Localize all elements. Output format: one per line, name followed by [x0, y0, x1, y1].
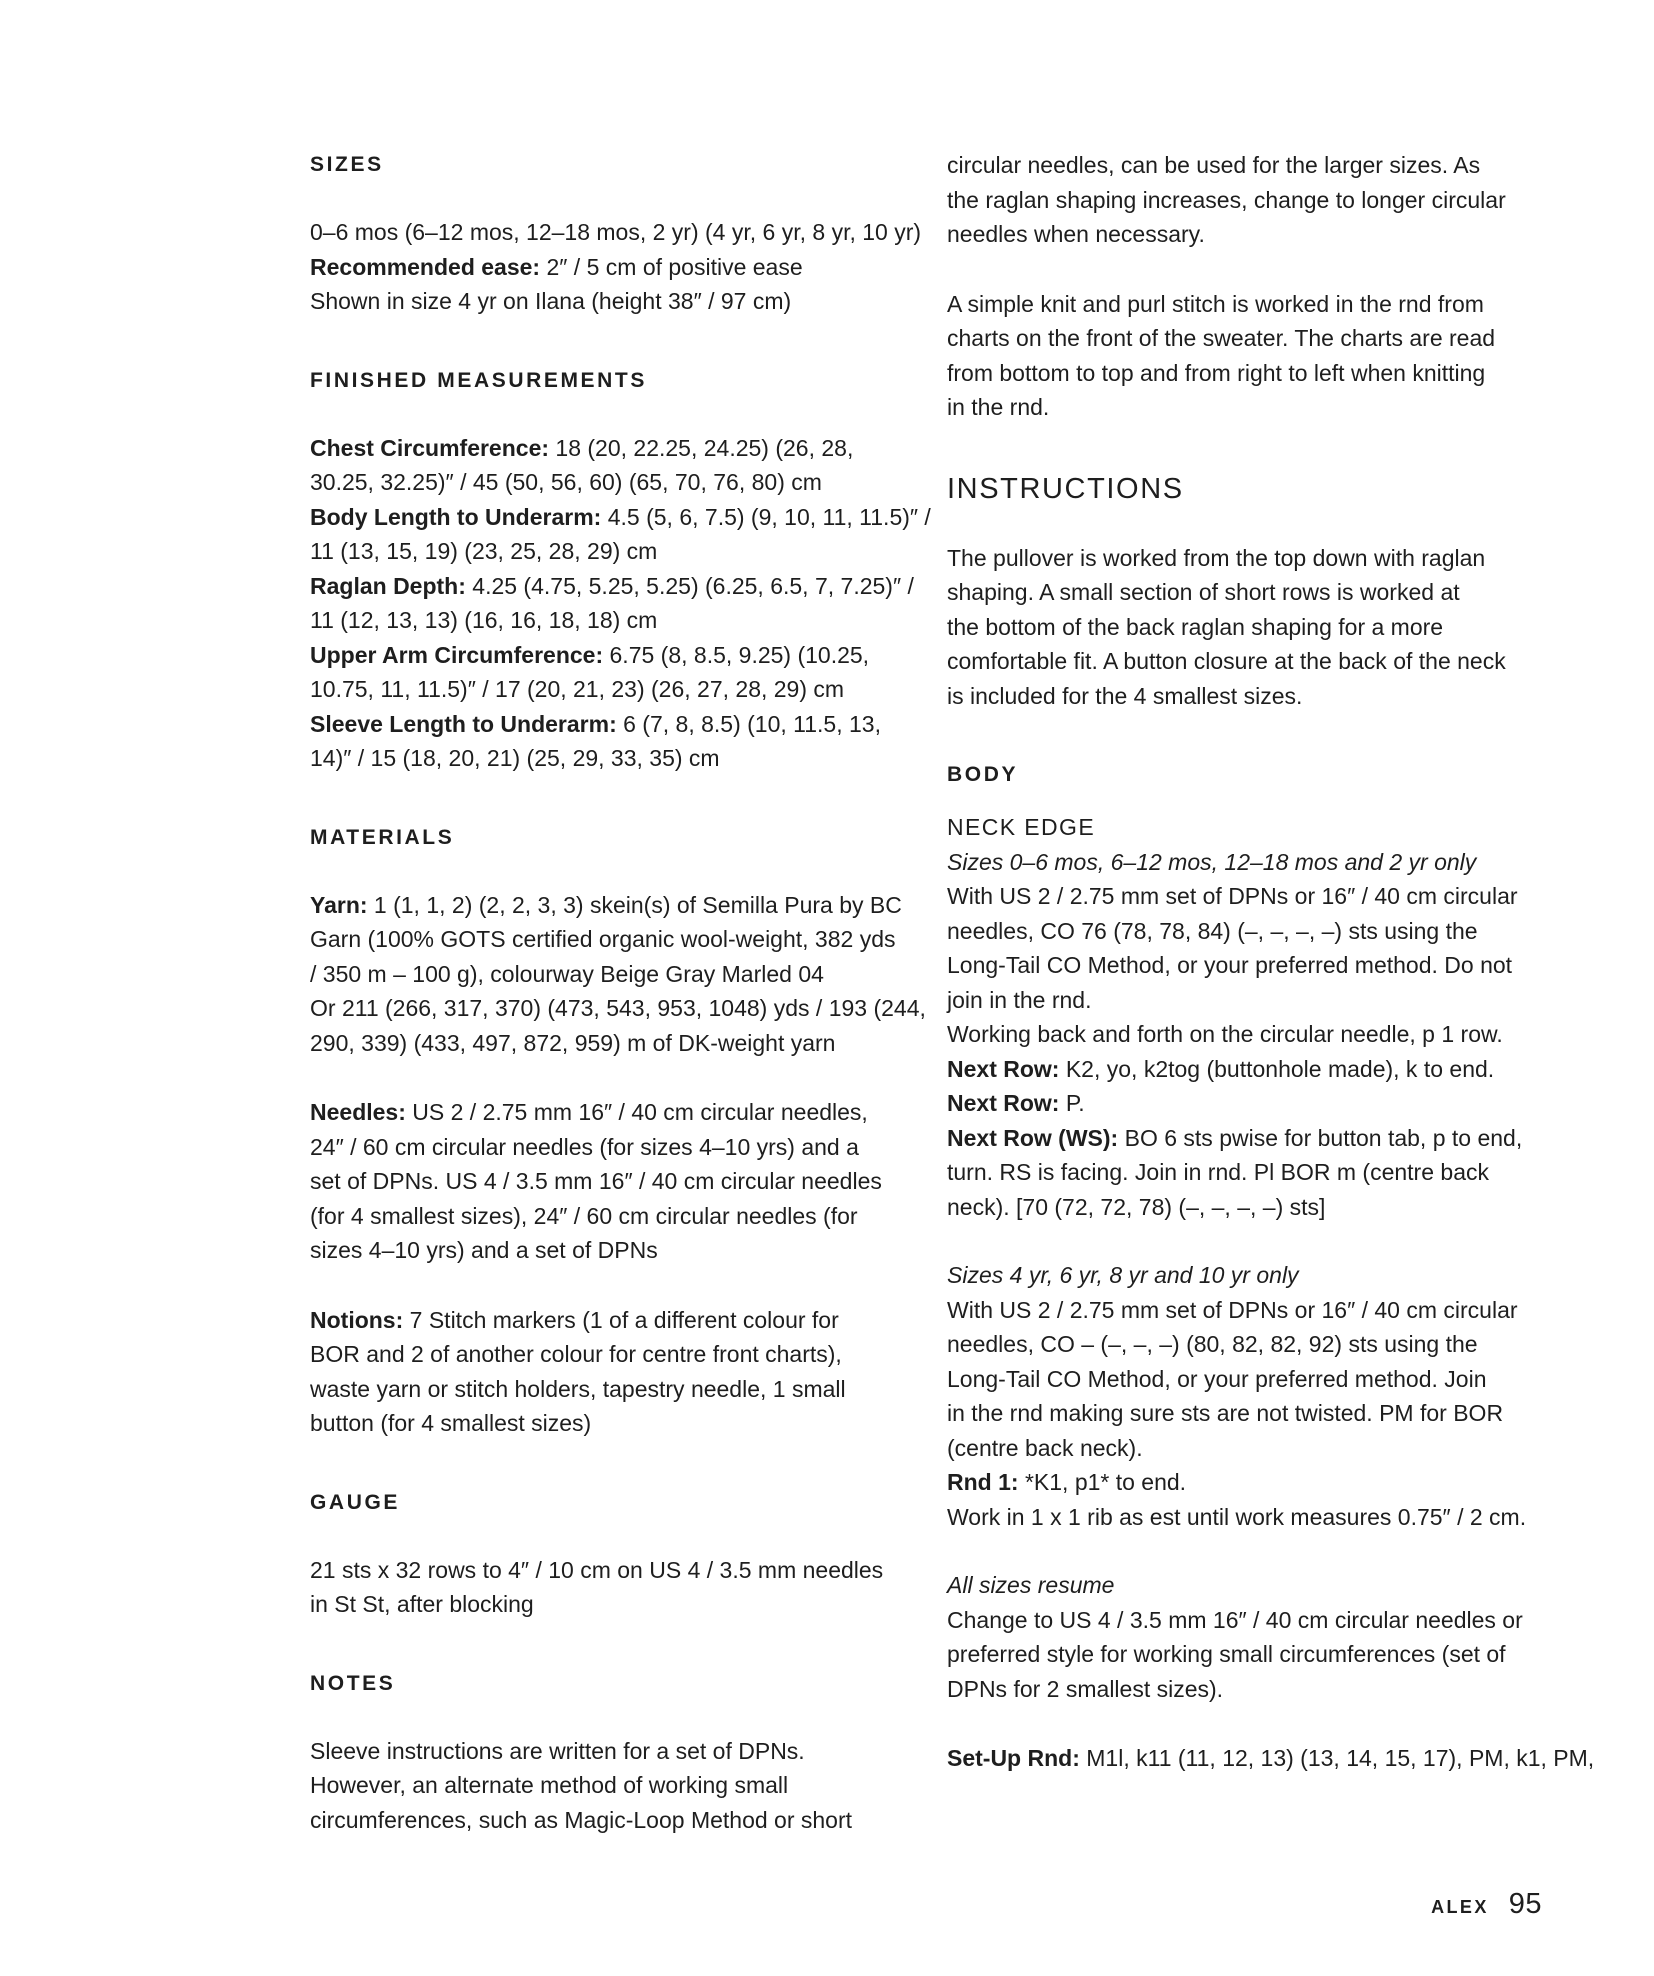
needles-line: set of DPNs. US 4 / 3.5 mm 16″ / 40 cm circular needles	[310, 1168, 882, 1194]
chart-note-line: charts on the front of the sweater. The charts are read	[947, 325, 1496, 351]
next-row-3	[947, 1121, 1559, 1156]
yarn-line: Or 211 (266, 317, 370) (473, 543, 953, 1048) yds / 193 (244,	[310, 995, 926, 1021]
raglan-depth-label: Raglan Depth:	[310, 572, 466, 599]
rnd-value: *K1, p1* to end.	[1018, 1469, 1187, 1495]
next-row-1	[947, 1052, 1559, 1087]
chart-note-line: A simple knit and purl stitch is worked in the rnd from	[947, 290, 1484, 317]
chart-note-line: from bottom to top and from right to left when knitting	[947, 359, 1486, 386]
gauge-block	[310, 1553, 922, 1622]
instruction-line: Working back and forth on the circular needle, p 1 row.	[947, 1021, 1503, 1047]
finished-measurements-block	[310, 431, 931, 776]
materials-heading: MATERIALS	[310, 825, 455, 849]
instruction-line: Change to US 4 / 3.5 mm 16″ / 40 cm circular needles or	[947, 1606, 1523, 1633]
needles-line: (for 4 smallest sizes), 24″ / 60 cm circular needles (for	[310, 1202, 858, 1229]
instruction-line: preferred style for working small circumferences (set of	[947, 1641, 1506, 1667]
notes-line: needles when necessary.	[947, 221, 1205, 247]
upper-arm-value: 6.75 (8, 8.5, 9.25) (10.25,	[603, 641, 870, 668]
pattern-name: ALEX	[1431, 1897, 1489, 1917]
next-row-2	[947, 1086, 1559, 1121]
notes-continued	[947, 148, 1559, 252]
instructions-intro	[947, 541, 1559, 714]
gauge-line: 21 sts x 32 rows to 4″ / 10 cm on US 4 / 3.5 mm needles	[310, 1556, 884, 1583]
neck-edge-heading: NECK EDGE	[947, 814, 1096, 840]
notions-value: 7 Stitch markers (1 of a different colour for	[403, 1306, 839, 1333]
yarn-line: Garn (100% GOTS certified organic wool-weight, 382 yds	[310, 926, 896, 952]
needles-line: 24″ / 60 cm circular needles (for sizes 4–10 yrs) and a	[310, 1133, 859, 1160]
body-length-value-cont: 11 (13, 15, 19) (23, 25, 28, 29) cm	[310, 538, 658, 564]
instruction-line: With US 2 / 2.75 mm set of DPNs or 16″ / 40 cm circular	[947, 1296, 1518, 1323]
notions-line: BOR and 2 of another colour for centre front charts),	[310, 1341, 842, 1367]
chest-value-cont: 30.25, 32.25)″ / 45 (50, 56, 60) (65, 70, 76, 80) cm	[310, 469, 822, 495]
notes-line: However, an alternate method of working small	[310, 1772, 789, 1798]
instruction-line: neck). [70 (72, 72, 78) (–, –, –, –) sts]	[947, 1193, 1326, 1220]
sizes-range: 0–6 mos (6–12 mos, 12–18 mos, 2 yr) (4 yr, 6 yr, 8 yr, 10 yr)	[310, 219, 922, 245]
ease-line	[310, 250, 922, 285]
chart-note-line: in the rnd.	[947, 394, 1050, 420]
instruction-line: needles, CO – (–, –, –) (80, 82, 82, 92) sts using the	[947, 1331, 1478, 1357]
raglan-depth-value: 4.25 (4.75, 5.25, 5.25) (6.25, 6.5, 7, 7.25)″ /	[465, 572, 914, 599]
instructions-line: The pullover is worked from the top down with raglan	[947, 544, 1486, 571]
instruction-line: needles, CO 76 (78, 78, 84) (–, –, –, –) sts using the	[947, 917, 1478, 944]
notes-line: Sleeve instructions are written for a set of DPNs.	[310, 1737, 805, 1764]
yarn-line: 290, 339) (433, 497, 872, 959) m of DK-weight yarn	[310, 1029, 836, 1056]
next-row-value: K2, yo, k2tog (buttonhole made), k to end.	[1059, 1055, 1495, 1082]
yarn-line: / 350 m – 100 g), colourway Beige Gray Marled 04	[310, 960, 824, 987]
sleeve-length-value: 6 (7, 8, 8.5) (10, 11.5, 13,	[616, 710, 881, 737]
chart-note	[947, 287, 1559, 425]
needles-label: Needles:	[310, 1099, 406, 1125]
instruction-line: in the rnd making sure sts are not twisted. PM for BOR	[947, 1400, 1504, 1426]
instructions-line: is included for the 4 smallest sizes.	[947, 682, 1303, 709]
sizes-heading: SIZES	[310, 153, 384, 176]
setup-label: Set-Up Rnd:	[947, 1745, 1080, 1771]
upper-arm-value-cont: 10.75, 11, 11.5)″ / 17 (20, 21, 23) (26, 27, 28, 29) cm	[310, 676, 845, 702]
ease-value: 2″ / 5 cm of positive ease	[540, 253, 803, 280]
notes-heading: NOTES	[310, 1671, 396, 1695]
next-row-label: Next Row:	[947, 1090, 1060, 1116]
instruction-line: Long-Tail CO Method, or your preferred method. Do not	[947, 952, 1513, 978]
notes-line: circular needles, can be used for the larger sizes. As	[947, 152, 1481, 178]
instructions-heading: INSTRUCTIONS	[947, 472, 1184, 505]
instruction-line: Long-Tail CO Method, or your preferred method. Join	[947, 1365, 1487, 1392]
needles-line: sizes 4–10 yrs) and a set of DPNs	[310, 1237, 658, 1263]
setup-round	[947, 1741, 1595, 1776]
notions-line: button (for 4 smallest sizes)	[310, 1410, 592, 1436]
notions-line: waste yarn or stitch holders, tapestry needle, 1 small	[310, 1375, 846, 1402]
gauge-line: in St St, after blocking	[310, 1591, 534, 1617]
page-number: 95	[1508, 1888, 1542, 1920]
instructions-line: shaping. A small section of short rows is worked at	[947, 579, 1460, 605]
all-sizes-block	[947, 1568, 1559, 1706]
needles-value: US 2 / 2.75 mm 16″ / 40 cm circular needles,	[405, 1099, 868, 1125]
body-heading: BODY	[947, 763, 1019, 786]
notions-label: Notions:	[310, 1306, 404, 1333]
instructions-line: comfortable fit. A button closure at the back of the neck	[947, 648, 1506, 674]
instruction-line: Work in 1 x 1 rib as est until work measures 0.75″ / 2 cm.	[947, 1503, 1527, 1530]
raglan-depth-value-cont: 11 (12, 13, 13) (16, 16, 18, 18) cm	[310, 607, 658, 633]
shown-size: Shown in size 4 yr on Ilana (height 38″ / 97 cm)	[310, 288, 792, 314]
large-sizes-heading: Sizes 4 yr, 6 yr, 8 yr and 10 yr only	[947, 1262, 1299, 1288]
next-row-label: Next Row (WS):	[947, 1124, 1119, 1151]
rnd-label: Rnd 1:	[947, 1469, 1019, 1495]
yarn-block	[310, 888, 926, 1061]
body-length-value: 4.5 (5, 6, 7.5) (9, 10, 11, 11.5)″ /	[601, 503, 931, 530]
yarn-value: 1 (1, 1, 2) (2, 2, 3, 3) skein(s) of Semilla Pura by BC	[367, 891, 902, 918]
instruction-line: turn. RS is facing. Join in rnd. Pl BOR m (centre back	[947, 1159, 1489, 1185]
sleeve-length-value-cont: 14)″ / 15 (18, 20, 21) (25, 29, 33, 35) cm	[310, 745, 720, 771]
instruction-line: join in the rnd.	[947, 986, 1092, 1013]
chest-value: 18 (20, 22.25, 24.25) (26, 28,	[549, 434, 854, 461]
left-column	[310, 148, 931, 1837]
needles-block	[310, 1095, 922, 1268]
sleeve-length-label: Sleeve Length to Underarm:	[310, 710, 617, 737]
ease-label: Recommended ease:	[310, 253, 541, 280]
finished-measurements-heading: FINISHED MEASUREMENTS	[310, 368, 647, 392]
instructions-line: the bottom of the back raglan shaping for a more	[947, 613, 1444, 640]
rnd-1	[947, 1465, 1559, 1500]
notions-block	[310, 1303, 922, 1441]
instruction-line: (centre back neck).	[947, 1434, 1143, 1461]
right-column	[947, 148, 1595, 1776]
yarn-label: Yarn:	[310, 891, 368, 918]
large-sizes-block	[947, 1258, 1559, 1534]
chest-label: Chest Circumference:	[310, 434, 550, 461]
next-row-value: BO 6 sts pwise for button tab, p to end,	[1118, 1124, 1523, 1151]
next-row-value: P.	[1059, 1090, 1085, 1116]
notes-block	[310, 1734, 922, 1838]
upper-arm-label: Upper Arm Circumference:	[310, 641, 604, 668]
sizes-block	[310, 215, 922, 319]
setup-value: M1l, k11 (11, 12, 13) (13, 14, 15, 17), PM, k1, PM,	[1079, 1745, 1595, 1771]
instruction-line: With US 2 / 2.75 mm set of DPNs or 16″ / 40 cm circular	[947, 883, 1518, 909]
next-row-label: Next Row:	[947, 1055, 1060, 1082]
notes-line: circumferences, such as Magic-Loop Method or short	[310, 1806, 853, 1833]
neck-edge-block	[947, 810, 1559, 1224]
notes-line: the raglan shaping increases, change to longer circular	[947, 186, 1506, 213]
body-length-label: Body Length to Underarm:	[310, 503, 602, 530]
all-sizes-heading: All sizes resume	[947, 1572, 1115, 1598]
page-footer	[1431, 1888, 1542, 1921]
gauge-heading: GAUGE	[310, 1490, 401, 1514]
small-sizes-heading: Sizes 0–6 mos, 6–12 mos, 12–18 mos and 2 yr only	[947, 848, 1477, 875]
instruction-line: DPNs for 2 smallest sizes).	[947, 1675, 1224, 1702]
